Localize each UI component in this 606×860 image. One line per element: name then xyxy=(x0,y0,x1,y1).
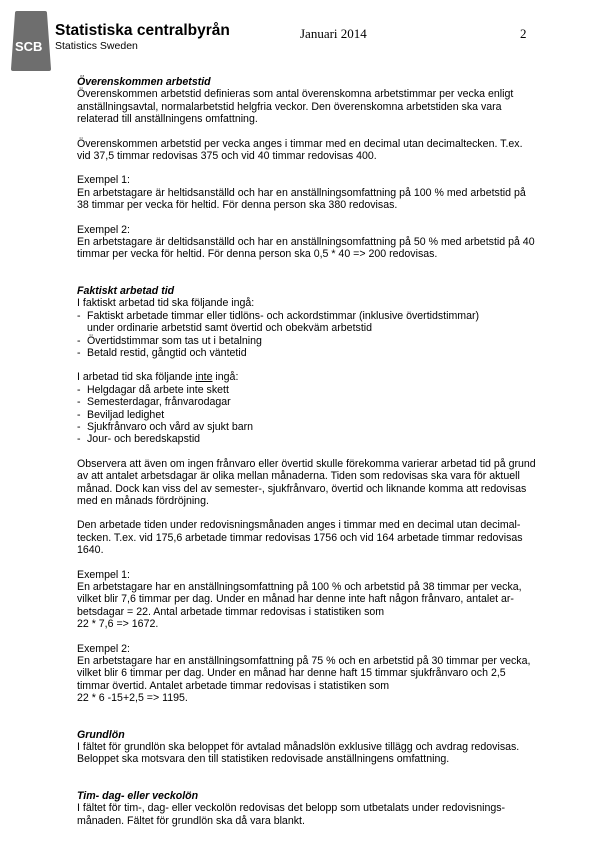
example-title: Exempel 2: xyxy=(77,642,130,655)
paragraph: Observera att även om ingen frånvaro eller övertid skulle förekomma varierar arbetad tid på grund av att antalet arbetsdagar är olika mellan månaderna. Tiden som redovisas ska vara för aktuell månad. Dock kan viss del av semester-, sjukfrånvaro, övertid och liknande komma att redovisas med en månads fördröjning. xyxy=(77,457,536,507)
org-subtitle: Statistics Sweden xyxy=(55,40,138,52)
paragraph: Överenskommen arbetstid per vecka anges i timmar med en decimal utan decimaltecken. T.ex. vid 37,5 timmar redovisas 375 och vid 40 timmar redovisas 400. xyxy=(77,137,523,163)
list-item: - Övertidstimmar som tas ut i betalning xyxy=(77,334,262,347)
document-date: Januari 2014 xyxy=(300,26,367,41)
exclude-list xyxy=(77,384,537,446)
org-name: Statistiska centralbyrån xyxy=(55,22,230,39)
include-list xyxy=(77,310,537,360)
document-body xyxy=(77,76,537,827)
scb-logo-icon xyxy=(11,11,51,71)
heading-faktiskt-arbetad-tid: Faktiskt arbetad tid xyxy=(77,284,175,297)
list-item: - Sjukfrånvaro och vård av sjukt barn xyxy=(77,420,254,433)
list-item: - Faktiskt arbetade timmar eller tidlöns- och ackordstimmar (inklusive övertidstimmar) xyxy=(77,309,480,322)
svg-text:SCB: SCB xyxy=(15,39,43,54)
list-item: - Betald restid, gångtid och väntetid xyxy=(77,346,247,359)
paragraph: I fältet för grundlön ska beloppet för avtalad månadslön exklusive tillägg och avdrag redovisas. Beloppet ska motsvara den till statistiken redovisade anställningens omfattning. xyxy=(77,741,520,766)
list-item: under ordinarie arbetstid samt övertid och obekväm arbetstid xyxy=(87,322,373,335)
exclude-intro: I arbetad tid ska följande inte ingå: xyxy=(77,371,239,384)
list-item: - Beviljad ledighet xyxy=(77,408,165,421)
include-intro: I faktiskt arbetad tid ska följande ingå: xyxy=(77,297,255,310)
heading-overenskommen-arbetstid: Överenskommen arbetstid xyxy=(77,76,211,88)
example-calculation: 22 * 6 -15+2,5 => 1195. xyxy=(77,692,188,705)
example-title: Exempel 1: xyxy=(77,174,130,187)
example-text: En arbetstagare är heltidsanställd och har en anställningsomfattning på 100 % med arbetstid på 38 timmar per vecka för heltid. För denna person ska 380 redovisas. xyxy=(77,186,526,212)
heading-grundlon: Grundlön xyxy=(77,728,125,741)
list-item: - Helgdagar då arbete inte skett xyxy=(77,383,229,396)
paragraph: Den arbetade tiden under redovisningsmånaden anges i timmar med en decimal utan decimal-tecken. T.ex. vid 175,6 arbetade timmar redovisas 1756 och vid 164 arbetade timmar redovisas 1640. xyxy=(77,519,523,557)
paragraph: Överenskommen arbetstid definieras som antal överenskomna arbetstimmar per vecka enligt anställningsavtal, normalarbetstid helgfria veckor. Den överenskomna arbetstiden ska vara relaterad till anställningens omfattning. xyxy=(77,88,514,126)
example-text: En arbetstagare är deltidsanställd och har en anställningsomfattning på 50 % med arbetstid på 40 timmar per vecka för heltid. För denna person ska 0,5 * 40 => 200 redovisas. xyxy=(77,236,535,261)
example-text: En arbetstagare har en anställningsomfattning på 75 % och en arbetstid på 30 timmar per vecka, vilket blir 6 timmar per dag. Under en månad har denne haft 15 timmar sjukfrånvaro och 2,5 timmar övertid. Antalet arbetade timmar redovisas i statistiken som xyxy=(77,655,531,692)
list-item: - Semesterdagar, frånvarodagar xyxy=(77,396,231,409)
page-number: 2 xyxy=(520,26,527,41)
example-text: En arbetstagare har en anställningsomfattning på 100 % och arbetstid på 38 timmar per vecka, vilket blir 7,6 timmar per dag. Under en månad har denne inte haft någon frånvaro, antalet ar-betsdagar = 22. Antal arbetade timmar redovisas i statistiken som xyxy=(77,581,522,618)
example-title: Exempel 1: xyxy=(77,568,130,581)
example-calculation: 22 * 7,6 => 1672. xyxy=(77,618,159,631)
example-title: Exempel 2: xyxy=(77,223,130,236)
heading-tim-dag-veckolon: Tim- dag- eller veckolön xyxy=(77,789,199,802)
paragraph: I fältet för tim-, dag- eller veckolön redovisas det belopp som utbetalats under redovisnings-månaden. Fältet för grundlön ska då vara blankt. xyxy=(77,802,506,827)
list-item: - Jour- och beredskapstid xyxy=(77,433,201,446)
